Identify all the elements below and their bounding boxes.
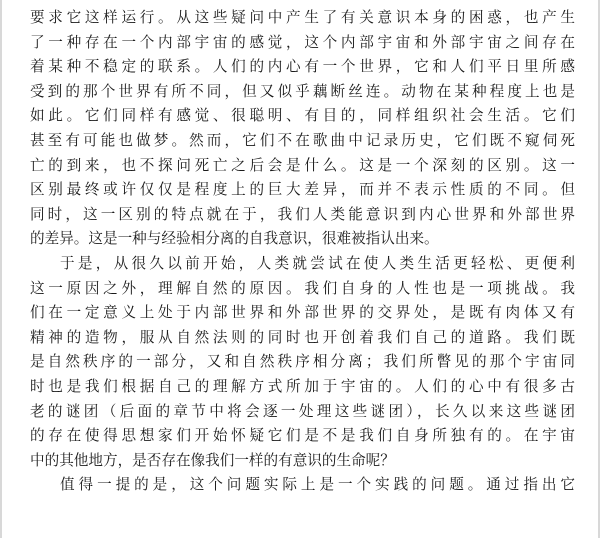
- paragraph-3: [30, 473, 575, 498]
- text-line: 中的其他地方，是否存在像我们一样的有意识的生命呢？: [30, 451, 395, 469]
- left-page-edge: [0, 0, 2, 538]
- text-line: 甚至有可能也做梦。然而，它们不在歌曲中记录历史，它们既不窥伺死: [30, 131, 575, 149]
- text-line: 要求它这样运行。从这些疑问中产生了有关意识本身的困惑，也产生: [30, 9, 575, 26]
- body-text: [30, 6, 575, 498]
- text-line: 老的谜团（后面的章节中将会逐一处理这些谜团），长久以来这些谜团: [30, 402, 575, 420]
- text-line: 受到的那个世界有所不同，但又似乎藕断丝连。动物在某种程度上也是: [30, 82, 575, 100]
- text-line: 着某种不稳定的联系。人们的内心有一个世界，它和人们平日里所感: [30, 58, 575, 76]
- text-line: 于是，从很久以前开始，人类就尝试在使人类生活更轻松、更便利: [60, 254, 575, 272]
- text-line: 的差异。这是一种与经验相分离的自我意识，很难被指认出来。: [30, 230, 439, 248]
- text-line: 精神的造物，服从自然法则的同时也开创着我们自己的道路。我们既: [30, 328, 575, 346]
- text-line: 们在一定意义上处于内部世界和外部世界的交界处，是既有肉体又有: [30, 304, 575, 322]
- text-line: 区别最终或许仅仅是程度上的巨大差异，而并不表示性质的不同。但: [30, 181, 575, 199]
- text-line: 亡的到来，也不探问死亡之后会是什么。这是一个深刻的区别。这一: [30, 156, 575, 174]
- paragraph-1: [30, 6, 575, 252]
- text-line: 同时，这一区别的特点就在于，我们人类能意识到内心世界和外部世界: [30, 205, 575, 223]
- text-line: 了一种存在一个内部宇宙的感觉，这个内部宇宙和外部宇宙之间存在: [30, 33, 575, 51]
- text-line: 时也是我们根据自己的理解方式所加于宇宙的。人们的心中有很多古: [30, 377, 575, 395]
- text-line: 值得一提的是，这个问题实际上是一个实践的问题。通过指出它: [60, 476, 575, 494]
- text-line: 的存在使得思想家们开始怀疑它们是不是我们自身所独有的。在宇宙: [30, 427, 575, 445]
- text-line: 这一原因之外，理解自然的原因。我们自身的人性也是一项挑战。我: [30, 279, 575, 297]
- text-line: 如此。它们同样有感觉、很聪明、有目的，同样组织社会生活。它们: [30, 107, 575, 125]
- text-line: 是自然秩序的一部分，又和自然秩序相分离；我们所瞥见的那个宇宙同: [30, 353, 575, 371]
- paragraph-2: [30, 252, 575, 473]
